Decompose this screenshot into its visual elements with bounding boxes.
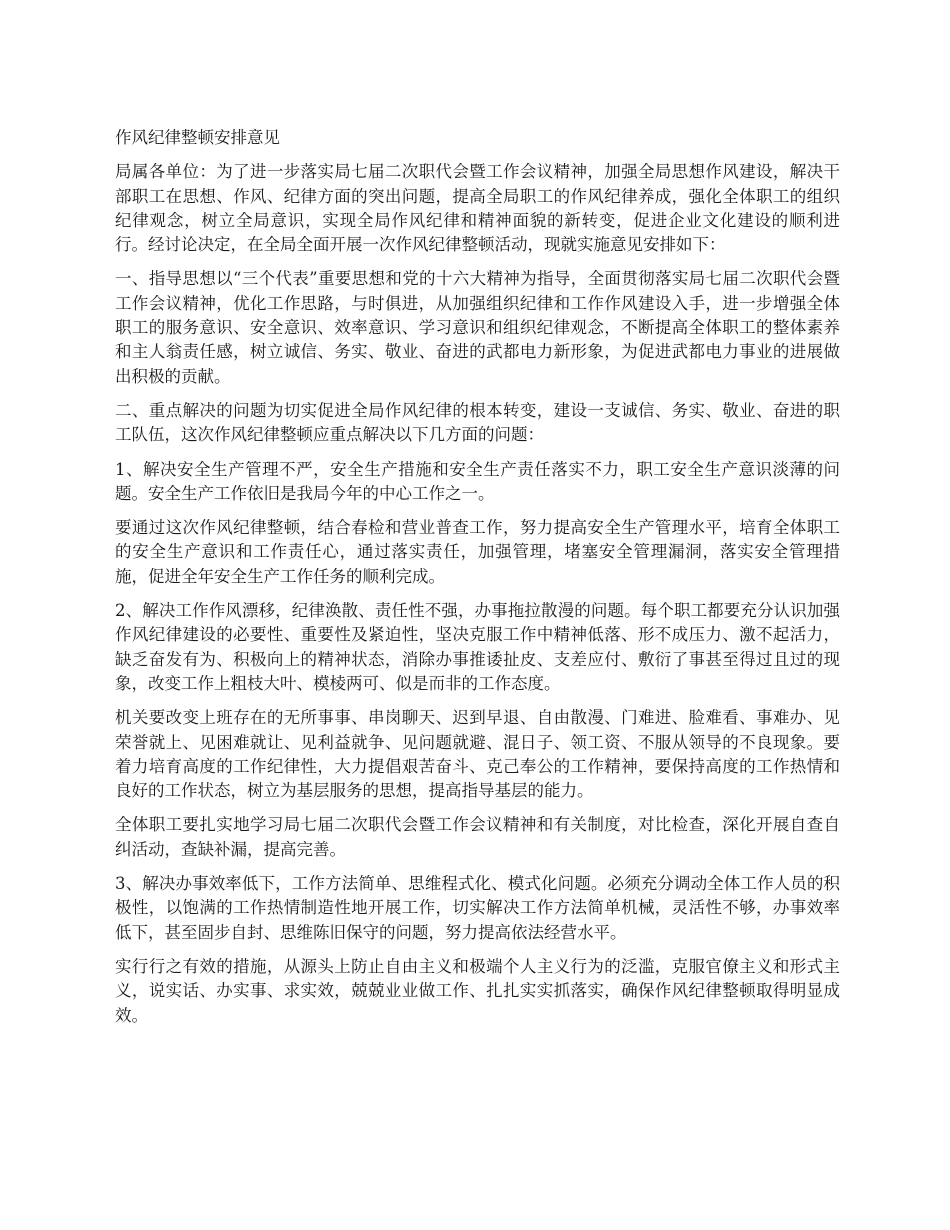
- document-title: 作风纪律整顿安排意见: [115, 128, 280, 147]
- paragraph-agency-conduct: 机关要改变上班存在的无所事事、串岗聊天、迟到早退、自由散漫、门难进、脸难看、事难办、见荣誉就上、见困难就让、见利益就争、见问题就避、混日子、领工资、不服从领导的不良现象。要着力培育高度的工作纪律性，大力提倡艰苦奋斗、克己奉公的工作精神，要保持高度的工作热情和良好的工作状态，树立为基层服务的思想，提高指导基层的能力。: [115, 708, 840, 801]
- paragraph-guiding-principle: 一、指导思想以“三个代表”重要思想和党的十六大精神为指导，全面贯彻落实局七届二次职代会暨工作会议精神，优化工作思路，与时俱进，从加强组织纪律和工作作风建设入手，进一步增强全体职工的服务意识、安全意识、效率意识、学习意识和组织纪律观念，不断提高全体职工的整体素养和主人翁责任感，树立诚信、务实、敬业、奋进的武都电力新形象，为促进武都电力事业的进展做出积极的贡献。: [115, 269, 840, 386]
- document-page: [115, 126, 840, 1038]
- paragraph-key-problems: 二、重点解决的问题为切实促进全局作风纪律的根本转变，建设一支诚信、务实、敬业、奋进的职工队伍，这次作风纪律整顿应重点解决以下几方面的问题：: [115, 400, 840, 445]
- paragraph-study: 全体职工要扎实地学习局七届二次职代会暨工作会议精神和有关制度，对比检查，深化开展自查自纠活动，查缺补漏，提高完善。: [115, 815, 840, 859]
- paragraph-safety-measures: 要通过这次作风纪律整顿，结合春检和营业普查工作，努力提高安全生产管理水平，培育全体职工的安全生产意识和工作责任心，通过落实责任，加强管理，堵塞安全管理漏洞，落实安全管理措施，促进全年安全生产工作任务的顺利完成。: [115, 518, 840, 586]
- paragraph-item-3: 3、解决办事效率低下，工作方法简单、思维程式化、模式化问题。必须充分调动全体工作人员的积极性，以饱满的工作热情制造性地开展工作，切实解决工作方法简单机械，灵活性不够，办事效率低下，甚至固步自封、思维陈旧保守的问题，努力提高依法经营水平。: [115, 874, 840, 942]
- paragraph-item-2: 2、解决工作作风漂移，纪律涣散、责任性不强，办事拖拉散漫的问题。每个职工都要充分认识加强作风纪律建设的必要性、重要性及紧迫性，坚决克服工作中精神低落、形不成压力、激不起活力，缺乏奋发有为、积极向上的精神状态，消除办事推诿扯皮、支差应付、敷衍了事甚至得过且过的现象，改变工作上粗枝大叶、模棱两可、似是而非的工作态度。: [115, 601, 840, 693]
- paragraph-item-1: 1、解决安全生产管理不严，安全生产措施和安全生产责任落实不力，职工安全生产意识淡薄的问题。安全生产工作依旧是我局今年的中心工作之一。: [115, 459, 840, 503]
- paragraph-measures: 实行行之有效的措施，从源头上防止自由主义和极端个人主义行为的泛滥，克服官僚主义和形式主义，说实话、办实事、求实效，兢兢业业做工作、扎扎实实抓落实，确保作风纪律整顿取得明显成效。: [115, 956, 840, 1025]
- paragraph-salutation: 局属各单位：为了进一步落实局七届二次职代会暨工作会议精神，加强全局思想作风建设，解决干部职工在思想、作风、纪律方面的突出问题，提高全局职工的作风纪律养成，强化全体职工的组织纪律观念，树立全局意识，实现全局作风纪律和精神面貌的新转变，促进企业文化建设的顺利进行。经讨论决定，在全局全面开展一次作风纪律整顿活动，现就实施意见安排如下：: [115, 162, 840, 255]
